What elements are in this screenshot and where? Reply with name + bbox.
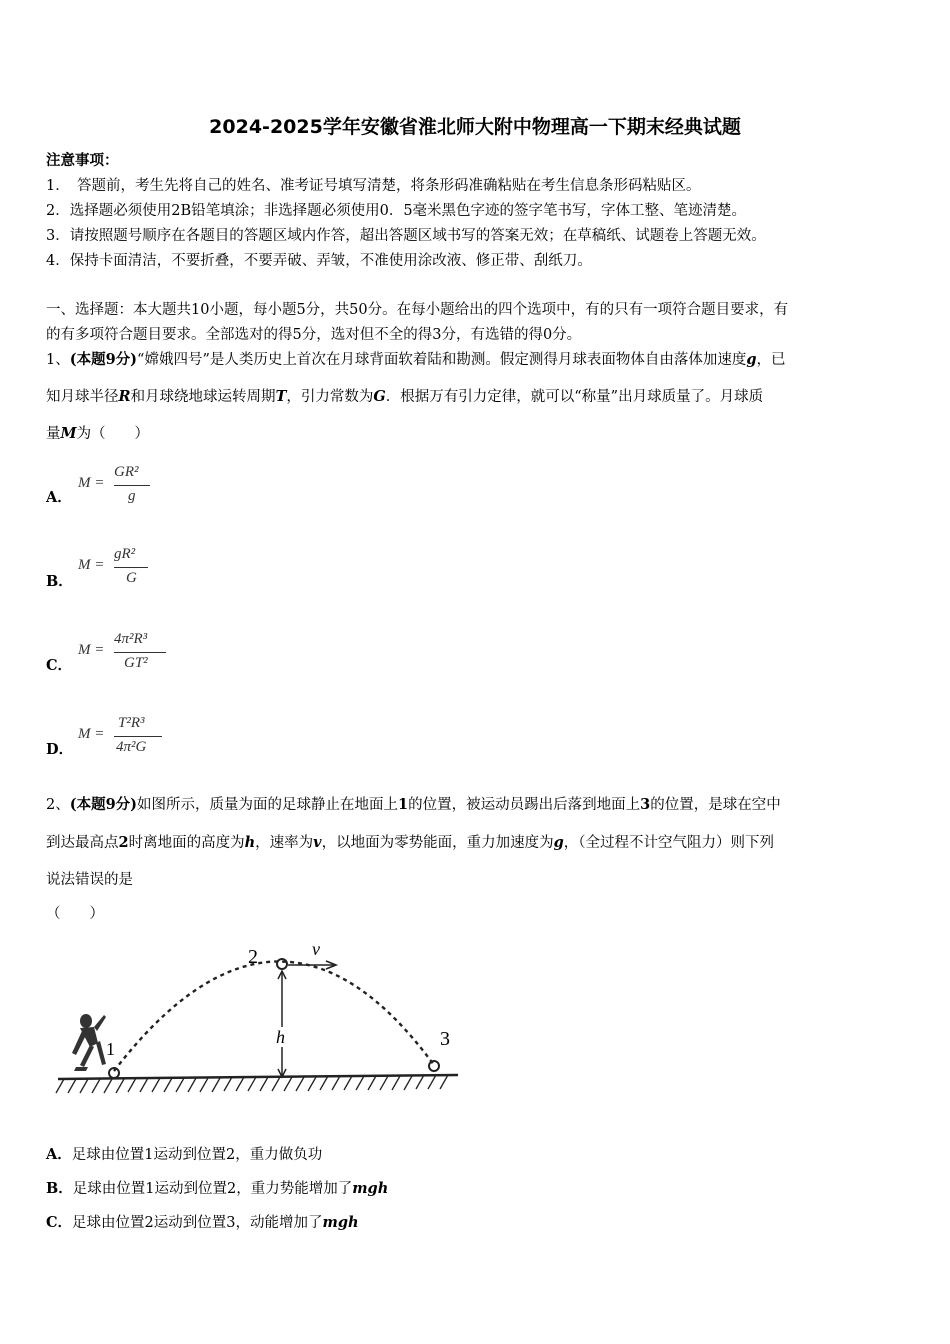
q2-option-b-text: 足球由位置1运动到位置2，重力势能增加了 [72, 1181, 353, 1197]
q2-option-a-text: 足球由位置1运动到位置2，重力做负功 [71, 1147, 323, 1163]
q1-line3-b: 为（ ） [76, 426, 150, 442]
q2-line1-b: 的位置，被运动员踢出后落到地面上 [408, 797, 641, 813]
section-intro-line-2: 的有多项符合题目要求。全部选对的得5分，选对但不全的得3分，有选错的得0分。 [46, 327, 582, 343]
q1-option-c-lhs: M = [78, 642, 105, 658]
q1-option-b-lhs: M = [78, 557, 105, 573]
q2-line1-a: 如图所示，质量为面的足球静止在地面上 [137, 797, 399, 813]
label-position-3: 3 [440, 1028, 450, 1050]
notice-item-2: 2．选择题必须使用2B铅笔填涂；非选择题必须使用0．5毫米黑色字迹的签字笔书写，字体工整、笔迹清楚。 [46, 203, 747, 219]
q1-option-c-label: C． [46, 657, 73, 674]
q1-option-c-numerator: 4π²R³ [114, 631, 148, 647]
q2-option-c [46, 1213, 359, 1233]
q1-option-d-lhs: M = [78, 726, 105, 742]
q2-option-c-text: 足球由位置2运动到位置3，动能增加了 [72, 1215, 323, 1231]
q2-option-c-tail: mgh [322, 1214, 359, 1231]
q2-var-v: v [313, 834, 322, 851]
q2-line2-e: ，（全过程不计空气阻力）则下列 [563, 835, 774, 851]
q2-figure [50, 935, 462, 1100]
q1-option-b-formula [78, 546, 168, 594]
notice-item-3: 3．请按照题号顺序在各题目的答题区域内作答，超出答题区域书写的答案无效；在草稿纸、试题卷上答题无效。 [46, 228, 766, 244]
notice-heading: 注意事项： [46, 152, 119, 169]
q2-line2-a: 到达最高点 [46, 835, 119, 851]
q1-option-d-formula [78, 715, 178, 763]
q2-n2: 2 [118, 834, 129, 851]
q2-option-b-tail: mgh [352, 1180, 389, 1197]
q2-line2-c: ，速率为 [255, 835, 314, 851]
q1-option-c-fraction-bar [114, 652, 166, 653]
q1-option-a-label: A． [46, 489, 72, 506]
q1-stem-a: “嫦娥四号”是人类历史上首次在月球背面软着陆和勘测。假定测得月球表面物体自由落体加速度 [137, 352, 747, 368]
q2-n1: 1 [398, 796, 409, 813]
q1-option-c-denominator: GT² [124, 655, 148, 671]
label-height: h [276, 1027, 285, 1047]
q1-line-1 [46, 350, 786, 370]
label-velocity: v [312, 939, 320, 959]
label-position-1: 1 [106, 1039, 115, 1059]
q1-line-3 [46, 424, 149, 444]
ball-position-3 [429, 1061, 439, 1071]
q1-line3-a: 量 [46, 426, 61, 442]
trajectory-path [114, 961, 434, 1071]
q1-option-a-denominator: g [128, 488, 136, 504]
q1-line2-b: 和月球绕地球运转周期 [130, 389, 276, 405]
notice-item-4: 4．保持卡面清洁，不要折叠，不要弄破、弄皱，不准使用涂改液、修正带、刮纸刀。 [46, 253, 592, 269]
q1-option-b-numerator: gR² [114, 546, 136, 562]
q2-line-3: 说法错误的是 [46, 872, 133, 888]
q1-option-d-denominator: 4π²G [116, 739, 147, 755]
q1-option-d-fraction-bar [114, 736, 162, 737]
q1-option-d-label: D． [46, 741, 74, 758]
q2-var-g: g [553, 834, 564, 851]
q2-var-h: h [244, 834, 256, 851]
q2-option-a [46, 1145, 322, 1165]
q1-option-a-lhs: M = [78, 475, 105, 491]
q1-var-R: R [118, 388, 131, 405]
q2-number: 2、 [46, 797, 70, 813]
q1-option-b-label: B． [46, 573, 73, 590]
q2-points: (本题9分) [69, 796, 138, 813]
section-intro-line-1: 一、选择题：本大题共10小题，每小题5分，共50分。在每小题给出的四个选项中，有的只有一项符合题目要求，有 [46, 302, 789, 318]
q1-stem-b: ，已 [756, 352, 786, 368]
q1-var-T: T [275, 388, 287, 405]
q2-answer-paren: （ ） [46, 906, 104, 922]
q2-line-2 [46, 833, 774, 853]
q2-option-b [46, 1179, 388, 1199]
q1-option-a-numerator: GR² [114, 464, 139, 480]
ball-position-2 [277, 959, 287, 969]
q2-line2-b: 时离地面的高度为 [128, 835, 245, 851]
q1-line-2 [46, 387, 763, 407]
q1-option-a-fraction-bar [114, 485, 150, 486]
q1-var-g: g [746, 351, 757, 368]
notice-item-1: 1． 答题前，考生先将自己的姓名、准考证号填写清楚，将条形码准确粘贴在考生信息条形码粘贴区。 [46, 178, 701, 194]
q1-option-a-formula [78, 464, 168, 512]
q1-line2-a: 知月球半径 [46, 389, 119, 405]
q1-option-d-numerator: T²R³ [118, 715, 145, 731]
q1-line2-c: ，引力常数为 [286, 389, 374, 405]
q2-line1-c: 的位置，是球在空中 [650, 797, 781, 813]
q1-option-b-denominator: G [126, 570, 137, 586]
q2-option-c-label: C． [46, 1214, 73, 1231]
q2-line-1 [46, 795, 781, 815]
q1-points: (本题9分) [69, 351, 138, 368]
q1-number: 1、 [46, 352, 70, 368]
q2-option-b-label: B． [46, 1180, 73, 1197]
q1-option-c-formula [78, 631, 178, 679]
q1-line2-d: ．根据万有引力定律，就可以“称量”出月球质量了。月球质 [385, 389, 764, 405]
q1-option-b-fraction-bar [114, 567, 148, 568]
page-title: 2024-2025学年安徽省淮北师大附中物理高一下期末经典试题 [209, 116, 741, 138]
q2-option-a-label: A． [46, 1146, 72, 1163]
q1-var-M: M [60, 425, 77, 442]
q2-line2-d: ，以地面为零势能面，重力加速度为 [321, 835, 554, 851]
q2-n3: 3 [640, 796, 651, 813]
q1-var-G: G [373, 388, 386, 405]
player-figure [72, 1014, 106, 1071]
label-position-2: 2 [248, 946, 258, 968]
